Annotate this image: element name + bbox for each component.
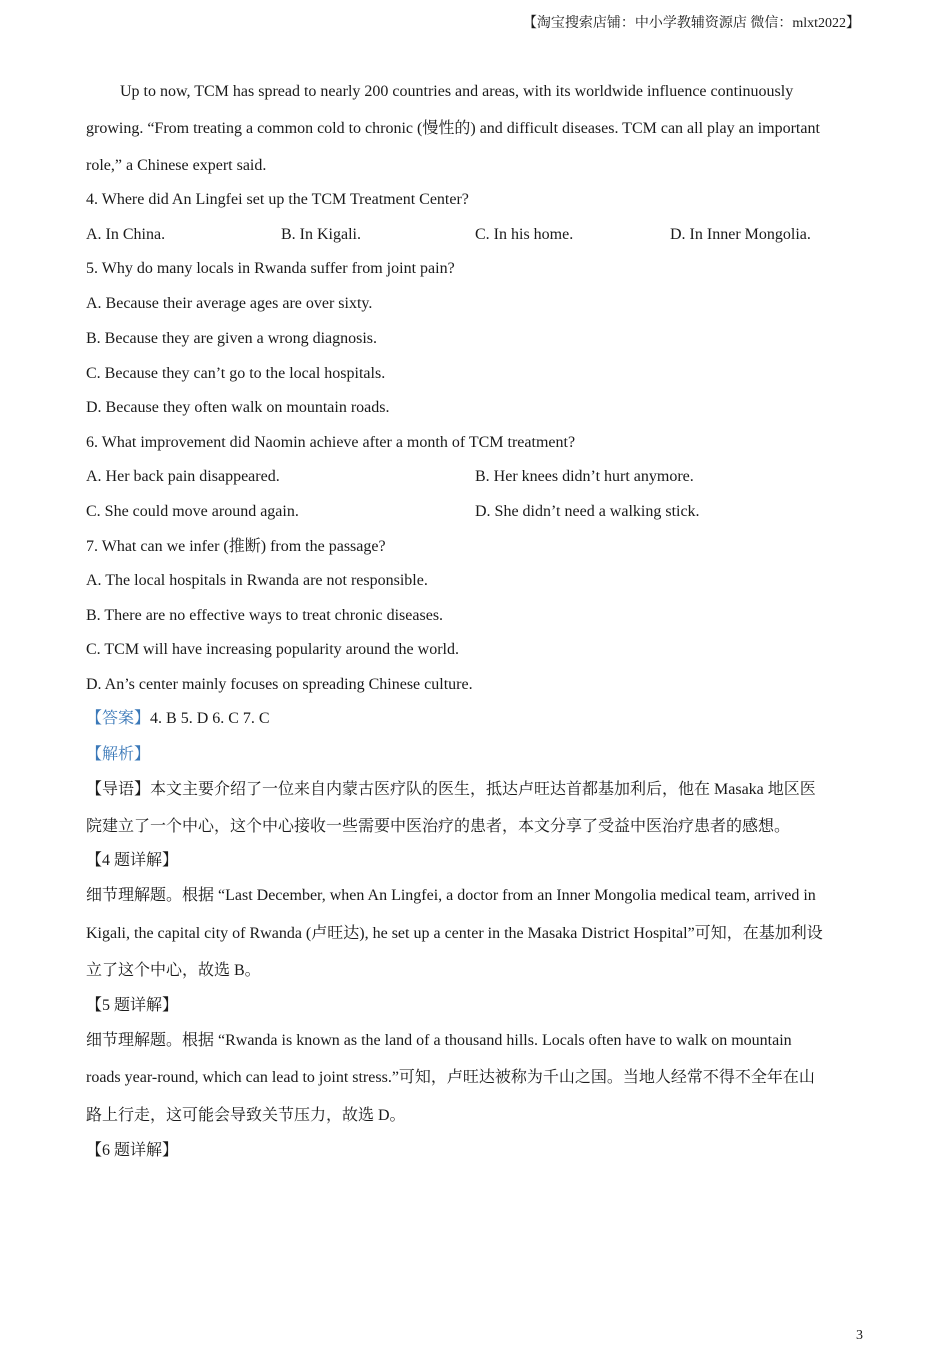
question-7-option-d: D. An’s center mainly focuses on spreading Chinese culture. xyxy=(86,676,473,693)
analysis-q5-line-2: roads year-round, which can lead to joint stress.”可知，卢旺达被称为千山之国。当地人经常不得不全年在山 xyxy=(86,1069,815,1086)
page-number: 3 xyxy=(856,1328,863,1343)
question-7-stem: 7. What can we infer (推断) from the passage? xyxy=(86,538,386,555)
question-7-option-c: C. TCM will have increasing popularity around the world. xyxy=(86,641,459,658)
analysis-intro-text-1: 本文主要介绍了一位来自内蒙古医疗队的医生，抵达卢旺达首都基加利后，他在 Masaka 地区医 xyxy=(150,781,816,798)
analysis-q4-line-1: 细节理解题。根据 “Last December, when An Lingfei, a doctor from an Inner Mongolia medical team, arrived in xyxy=(86,887,816,904)
question-5-stem: 5. Why do many locals in Rwanda suffer from joint pain? xyxy=(86,260,455,277)
passage-line-3: role,” a Chinese expert said. xyxy=(86,157,267,174)
passage-line-1: Up to now, TCM has spread to nearly 200 countries and areas, with its worldwide influence continuously xyxy=(120,83,794,100)
question-5-option-c: C. Because they can’t go to the local hospitals. xyxy=(86,365,386,382)
analysis-q4-line-2: Kigali, the capital city of Rwanda (卢旺达), he set up a center in the Masaka District Hospital”可知，在基加利设 xyxy=(86,925,823,942)
question-4-option-b: B. In Kigali. xyxy=(281,226,361,243)
question-4-stem: 4. Where did An Lingfei set up the TCM Treatment Center? xyxy=(86,191,469,208)
analysis-q5-line-1: 细节理解题。根据 “Rwanda is known as the land of a thousand hills. Locals often have to walk on mountain xyxy=(86,1032,792,1049)
question-5-option-b: B. Because they are given a wrong diagnosis. xyxy=(86,330,378,347)
analysis-q5-line-3: 路上行走，这可能会导致关节压力，故选 D。 xyxy=(86,1107,406,1124)
answer-text: 4. B 5. D 6. C 7. C xyxy=(150,710,270,727)
question-4-option-d: D. In Inner Mongolia. xyxy=(670,226,811,243)
question-4-option-c: C. In his home. xyxy=(475,226,574,243)
analysis-intro-line-1 xyxy=(86,780,816,800)
answer-label: 【答案】 xyxy=(86,710,151,727)
analysis-intro-line-2: 院建立了一个中心，这个中心接收一些需要中医治疗的患者，本文分享了受益中医治疗患者的感想。 xyxy=(86,818,791,835)
header-shop-info: 【淘宝搜索店铺：中小学教辅资源店 微信：mlxt2022】 xyxy=(522,16,860,31)
question-6-option-a: A. Her back pain disappeared. xyxy=(86,468,280,485)
analysis-label: 【解析】 xyxy=(86,746,151,763)
question-7-option-b: B. There are no effective ways to treat chronic diseases. xyxy=(86,607,444,624)
question-6-option-d: D. She didn’t need a walking stick. xyxy=(475,503,700,520)
question-5-option-a: A. Because their average ages are over sixty. xyxy=(86,295,373,312)
analysis-intro-label: 【导语】 xyxy=(86,781,151,798)
question-6-option-b: B. Her knees didn’t hurt anymore. xyxy=(475,468,694,485)
passage-line-2: growing. “From treating a common cold to chronic (慢性的) and difficult diseases. TCM can all play an important xyxy=(86,120,820,137)
analysis-q6-label: 【6 题详解】 xyxy=(86,1142,179,1159)
question-4-option-a: A. In China. xyxy=(86,226,166,243)
analysis-q4-label: 【4 题详解】 xyxy=(86,852,179,869)
question-6-option-c: C. She could move around again. xyxy=(86,503,299,520)
question-6-stem: 6. What improvement did Naomin achieve after a month of TCM treatment? xyxy=(86,434,576,451)
answer-line xyxy=(86,709,270,729)
question-7-option-a: A. The local hospitals in Rwanda are not responsible. xyxy=(86,572,428,589)
question-5-option-d: D. Because they often walk on mountain roads. xyxy=(86,399,390,416)
analysis-q4-line-3: 立了这个中心，故选 B。 xyxy=(86,962,261,979)
analysis-q5-label: 【5 题详解】 xyxy=(86,997,179,1014)
